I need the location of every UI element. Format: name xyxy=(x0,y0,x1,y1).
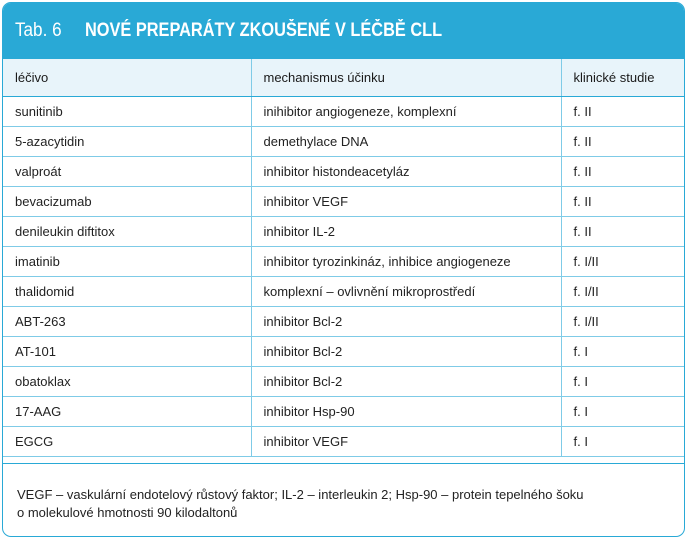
cell-drug: AT-101 xyxy=(3,337,251,367)
cell-mechanism: inhibitor histondeacetyláz xyxy=(251,157,561,187)
cell-mechanism: inhibitor Bcl-2 xyxy=(251,337,561,367)
footnote-line-2: o molekulové hmotnosti 90 kilodaltonů xyxy=(17,505,238,520)
table-row xyxy=(3,367,684,397)
column-header-mechanism: mechanismus účinku xyxy=(251,59,561,97)
table-number: Tab. 6 xyxy=(15,20,62,41)
cell-drug: obatoklax xyxy=(3,367,251,397)
table-row xyxy=(3,307,684,337)
table-row xyxy=(3,247,684,277)
cell-mechanism: inhibitor Bcl-2 xyxy=(251,307,561,337)
table-row xyxy=(3,157,684,187)
cell-mechanism: demethylace DNA xyxy=(251,127,561,157)
cell-trial-phase: f. I/II xyxy=(561,247,684,277)
cell-mechanism: inhibitor VEGF xyxy=(251,187,561,217)
cell-trial-phase: f. II xyxy=(561,217,684,247)
cell-drug: denileukin diftitox xyxy=(3,217,251,247)
table-row xyxy=(3,217,684,247)
table-header-row xyxy=(3,59,684,97)
table-row xyxy=(3,187,684,217)
table-frame xyxy=(2,2,685,537)
cell-drug: EGCG xyxy=(3,427,251,457)
cell-mechanism: inhibitor IL-2 xyxy=(251,217,561,247)
cell-drug: sunitinib xyxy=(3,97,251,127)
cell-trial-phase: f. I/II xyxy=(561,277,684,307)
table-row xyxy=(3,127,684,157)
cell-drug: 5-azacytidin xyxy=(3,127,251,157)
cell-trial-phase: f. I xyxy=(561,397,684,427)
cell-trial-phase: f. I/II xyxy=(561,307,684,337)
column-header-drug: léčivo xyxy=(3,59,251,97)
footnote-line-1: VEGF – vaskulární endotelový růstový faktor; IL-2 – interleukin 2; Hsp-90 – protein tepelného šoku xyxy=(17,487,584,502)
cell-drug: ABT-263 xyxy=(3,307,251,337)
cell-trial-phase: f. I xyxy=(561,337,684,367)
cell-drug: 17-AAG xyxy=(3,397,251,427)
cell-mechanism: inhibitor tyrozinkináz, inhibice angiogeneze xyxy=(251,247,561,277)
cell-mechanism: inhibitor VEGF xyxy=(251,427,561,457)
cell-mechanism: inhibitor Hsp-90 xyxy=(251,397,561,427)
cell-trial-phase: f. II xyxy=(561,187,684,217)
table-heading: NOVÉ PREPARÁTY ZKOUŠENÉ V LÉČBĚ CLL xyxy=(85,20,443,41)
cell-trial-phase: f. II xyxy=(561,127,684,157)
cell-mechanism: komplexní – ovlivnění mikroprostředí xyxy=(251,277,561,307)
cell-drug: bevacizumab xyxy=(3,187,251,217)
table-row xyxy=(3,337,684,367)
table-footnote xyxy=(3,463,684,536)
cell-trial-phase: f. II xyxy=(561,97,684,127)
cell-mechanism: inhibitor Bcl-2 xyxy=(251,367,561,397)
cell-trial-phase: f. I xyxy=(561,367,684,397)
cell-drug: thalidomid xyxy=(3,277,251,307)
column-header-trials: klinické studie xyxy=(561,59,684,97)
drug-table xyxy=(3,59,684,457)
cell-trial-phase: f. II xyxy=(561,157,684,187)
cell-mechanism: inihibitor angiogeneze, komplexní xyxy=(251,97,561,127)
cell-drug: valproát xyxy=(3,157,251,187)
cell-trial-phase: f. I xyxy=(561,427,684,457)
table-row xyxy=(3,427,684,457)
table-row xyxy=(3,397,684,427)
cell-drug: imatinib xyxy=(3,247,251,277)
table-row xyxy=(3,277,684,307)
table-row xyxy=(3,97,684,127)
table-title-bar xyxy=(3,3,684,59)
